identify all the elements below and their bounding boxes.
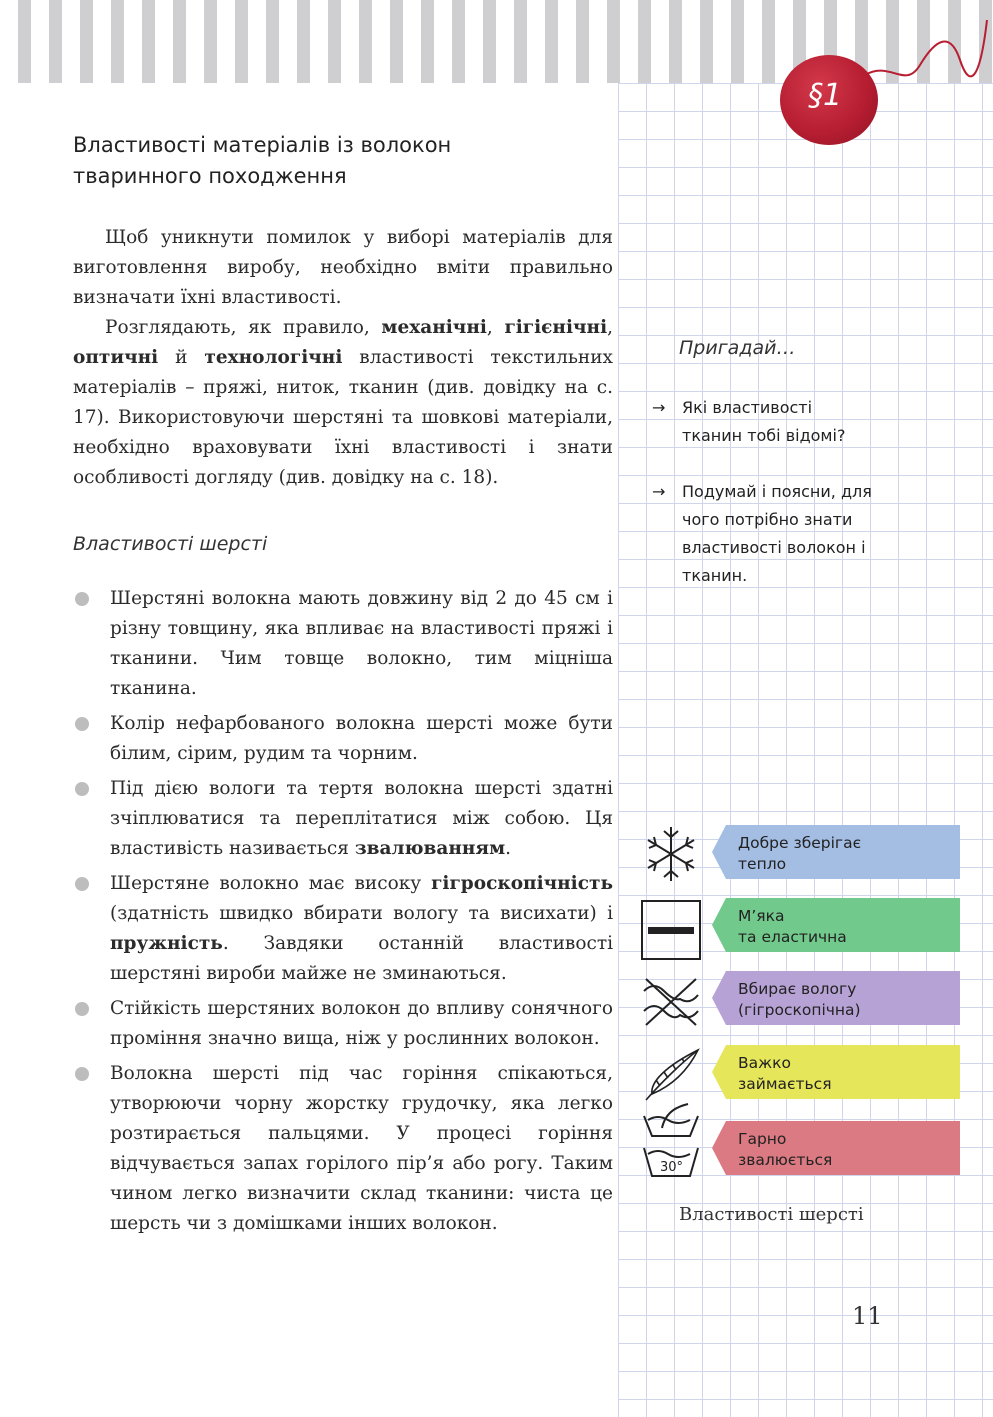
property-tag-felting xyxy=(712,1121,960,1175)
title-line-1: Властивості матеріалів із волокон xyxy=(73,133,452,157)
question-text: Подумай і поясни, для чого потрібно знати властивості волокон і тканин. xyxy=(682,482,872,585)
bullet-dot-icon xyxy=(75,717,89,731)
list-item xyxy=(73,584,613,704)
term-hygienic: гігієнічні xyxy=(504,317,608,338)
list-item xyxy=(73,774,613,864)
property-tag-soft xyxy=(712,898,960,952)
tag-label: Вбирає вологу (гігроскопічна) xyxy=(738,980,861,1019)
recall-question-1 xyxy=(652,394,872,450)
tag-label: Важко займається xyxy=(738,1054,832,1093)
bullet-text: Під дією вологи та тертя волокна шерсті здатні зчіплюватися та переплітатися між собою. Ця властивість називається xyxy=(110,778,613,859)
page-title xyxy=(73,130,593,192)
term-hygroscopicity: гігроскопічність xyxy=(431,873,613,894)
arrow-right-icon: → xyxy=(652,398,666,417)
intro-p2-text-e: й xyxy=(158,347,205,368)
subheading: Властивості шерсті xyxy=(73,533,268,555)
bullet-text: Шерстяне волокно має високу xyxy=(110,873,432,894)
section-badge: §1 xyxy=(808,78,843,113)
list-item xyxy=(73,869,613,989)
intro-p2-text-f: властивості текстильних матеріалів – пряжі, ниток, тканин (див. довідку на с. 17). Використовуючи шерстяні та шовкові матеріали, необхідно враховувати їхні властивості і знати особливості догляду (див. довідку на с. 18). xyxy=(73,347,613,488)
snowflake-icon xyxy=(640,823,702,885)
bullet-dot-icon xyxy=(75,782,89,796)
intro-paragraph-2 xyxy=(73,313,613,493)
recall-question-2 xyxy=(652,478,872,590)
bullet-dot-icon xyxy=(75,1002,89,1016)
list-item xyxy=(73,994,613,1054)
term-optical: оптичні xyxy=(73,347,159,368)
no-wring-icon xyxy=(640,971,702,1033)
feather-icon xyxy=(640,1044,702,1106)
tag-label: М’яка та еластична xyxy=(738,907,847,946)
tag-label: Добре зберігає тепло xyxy=(738,834,862,873)
question-text: Які властивості тканин тобі відомі? xyxy=(682,398,846,445)
intro-p2-text-d: , xyxy=(607,317,613,338)
term-felting: звалюванням xyxy=(354,838,506,859)
recall-title: Пригадай… xyxy=(679,337,796,359)
property-tag-absorbs xyxy=(712,971,960,1025)
tag-label: Гарно звалюється xyxy=(738,1130,833,1169)
intro-paragraph-1 xyxy=(73,223,613,313)
wash-temperature: 30° xyxy=(660,1160,684,1175)
intro-p2-text-a: Розглядають, як правило, xyxy=(105,317,382,338)
bullet-text: Шерстяні волокна мають довжину від 2 до 45 см і різну товщину, яка впливає на властивості пряжі і тканини. Чим товще волокно, тим міцніша тканина. xyxy=(110,588,613,699)
bullet-text: Колір нефарбованого волокна шерсті може бути білим, сірим, рудим та чорним. xyxy=(110,713,613,764)
wool-properties-list xyxy=(73,584,613,1244)
hand-wash-30-icon xyxy=(640,1100,702,1180)
bullet-dot-icon xyxy=(75,877,89,891)
page-number: 11 xyxy=(852,1302,883,1330)
list-item xyxy=(73,1059,613,1239)
term-mechanical: механічні xyxy=(381,317,487,338)
bullet-text: (здатність швидко вбирати вологу та висихати) і xyxy=(110,903,613,924)
yarn-thread xyxy=(860,20,990,100)
term-technological: технологічні xyxy=(204,347,343,368)
property-tag-warmth xyxy=(712,825,960,879)
property-tag-flame xyxy=(712,1045,960,1099)
intro-p2-text-c: , xyxy=(486,317,505,338)
bullet-text: . xyxy=(505,838,512,859)
arrow-right-icon: → xyxy=(652,482,666,501)
intro-p1-text: Щоб уникнути помилок у виборі матеріалів для виготовлення виробу, необхідно вміти правильно визначати їхні властивості. xyxy=(73,227,613,308)
title-line-2: тваринного походження xyxy=(73,164,347,188)
horizontal-bar-icon xyxy=(640,899,702,961)
term-elasticity: пружність xyxy=(110,933,223,954)
bullet-text: Стійкість шерстяних волокон до впливу сонячного проміння значно вища, ніж у рослинних волокон. xyxy=(110,998,613,1049)
list-item xyxy=(73,709,613,769)
figure-caption: Властивості шерсті xyxy=(679,1204,864,1225)
bullet-dot-icon xyxy=(75,592,89,606)
bullet-text: . Завдяки останній властивості шерстяні вироби майже не зминаються. xyxy=(110,933,613,984)
bullet-dot-icon xyxy=(75,1067,89,1081)
bullet-text: Волокна шерсті під час горіння спікаються, утворюючи чорну жорстку грудочку, яка легко розтирається пальцями. У процесі горіння відчувається запах горілого пір’я або рогу. Таким чином легко визначити склад тканини: чиста це шерсть чи з домішками інших волокон. xyxy=(110,1063,613,1234)
